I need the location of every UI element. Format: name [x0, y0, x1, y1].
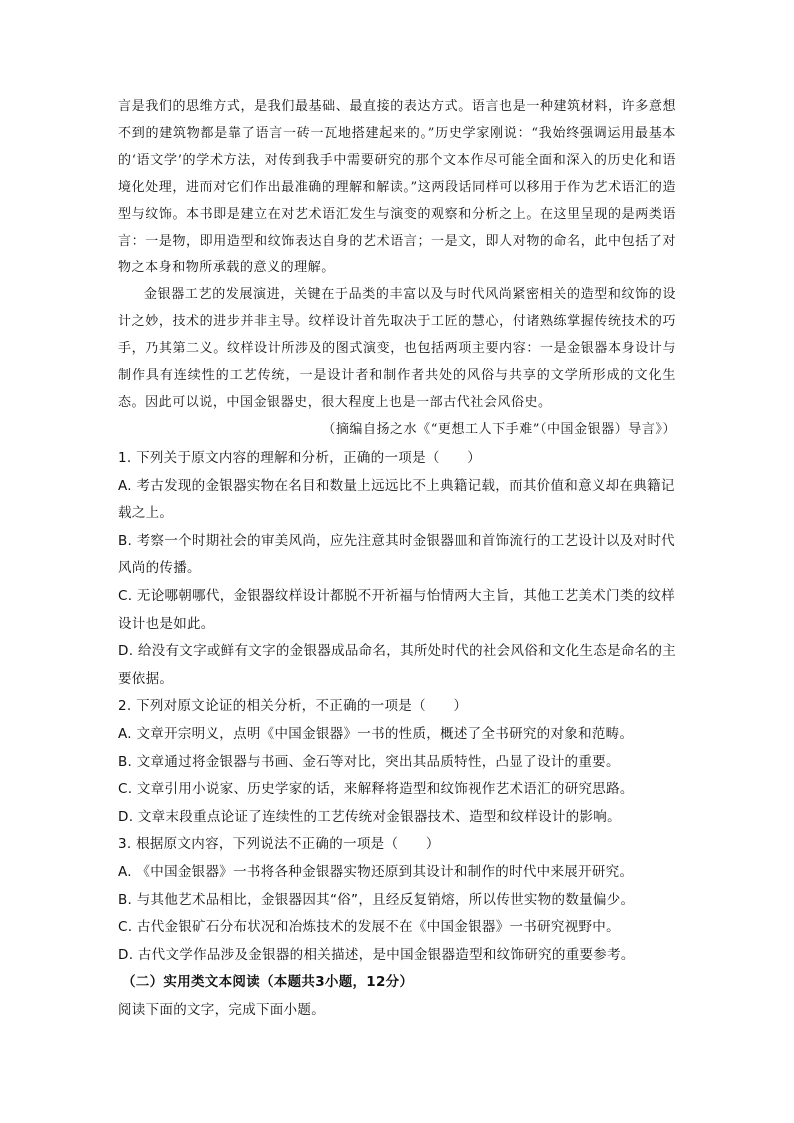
question-2-option-a: A. 文章开宗明义，点明《中国金银器》一书的性质，概述了全书研究的对象和范畴。 [118, 725, 634, 742]
section-instruction: 阅读下面的文字，完成下面小题。 [118, 1001, 325, 1018]
question-1-option-c: C. 无论哪朝哪代，金银器纹样设计都脱不开祈福与怡情两大主旨，其他工艺美术门类的纹样设计也是如此。 [118, 587, 676, 632]
question-2-stem: 2. 下列对原文论证的相关分析，不正确的一项是（ ） [118, 698, 468, 715]
question-list [118, 445, 678, 1024]
question-1-stem: 1. 下列关于原文内容的理解和分析，正确的一项是（ ） [118, 450, 482, 466]
question-3-option-d: D. 古代文学作品涉及金银器的相关描述，是中国金银器造型和纹饰研究的重要参考。 [118, 946, 635, 963]
question-2-option-c: C. 文章引用小说家、历史学家的话，来解释将造型和纹饰视作艺术语汇的研究思路。 [118, 781, 634, 798]
section-title: （二）实用类文本阅读（本题共3小题，12分） [122, 974, 414, 991]
question-2-option-b: B. 文章通过将金银器与书画、金石等对比，突出其品质特性，凸显了设计的重要。 [118, 753, 620, 770]
question-1-option-b: B. 考察一个时期社会的审美风尚，应先注意其时金银器皿和首饰流行的工艺设计以及对时代风尚的传播。 [118, 532, 675, 577]
question-3-option-c: C. 古代金银矿石分布状况和冶炼技术的发展不在《中国金银器》一书研究视野中。 [118, 919, 620, 936]
reading-passage [118, 94, 676, 444]
question-1-option-a: A. 考古发现的金银器实物在名目和数量上远远比不上典籍记载，而其价值和意义却在典籍记载之上。 [118, 477, 675, 522]
question-2-option-d: D. 文章末段重点论证了连续性的工艺传统对金银器技术、造型和纹样设计的影响。 [118, 808, 621, 825]
question-3-option-a: A. 《中国金银器》一书将各种金银器实物还原到其设计和制作的时代中来展开研究。 [118, 863, 634, 880]
passage-paragraph-2: 金银器工艺的发展演进，关键在于品类的丰富以及与时代风尚紧密相关的造型和纹饰的设计之妙，技术的进步并非主导。纹样设计首先取决于工匠的慧心，付诸熟练掌握传统技术的巧手，乃其第二义。纹样设计所涉及的图式演变，也包括两项主要内容：一是金银器本身设计与制作具有连续性的工艺传统，一是设计者和制作者共处的风俗与共享的文学所形成的文化生态。因此可以说，中国金银器史，很大程度上也是一部古代社会风俗史。 [118, 287, 676, 410]
question-3-stem: 3. 根据原文内容，下列说法不正确的一项是（ ） [118, 836, 440, 853]
passage-source: （摘编自扬之水《“更想工人下手难”（中国金银器）导言》） [322, 421, 676, 437]
question-1-option-d: D. 给没有文字或鲜有文字的金银器成品命名，其所处时代的社会风俗和文化生态是命名的主要依据。 [118, 643, 677, 687]
passage-paragraph-1: 言是我们的思维方式，是我们最基础、最直接的表达方式。语言也是一种建筑材料，许多意想不到的建筑物都是靠了语言一砖一瓦地搭建起来的。”历史学家刚说：“我始终强调运用最基本的‘语文学’的学术方法，对传到我手中需要研究的那个文本作尽可能全面和深入的历史化和语境化处理，进而对它们作出最准确的理解和解读。”这两段话同样可以移用于作为艺术语汇的造型与纹饰。本书即是建立在对艺术语汇发生与演变的观察和分析之上。在这里呈现的是两类语言：一是物，即用造型和纹饰表达自身的艺术语言；一是文，即人对物的命名，此中包括了对物之本身和物所承载的意义的理解。 [118, 99, 676, 276]
question-3-option-b: B. 与其他艺术品相比，金银器因其“俗”，且经反复销熔，所以传世实物的数量偏少。 [118, 891, 635, 908]
